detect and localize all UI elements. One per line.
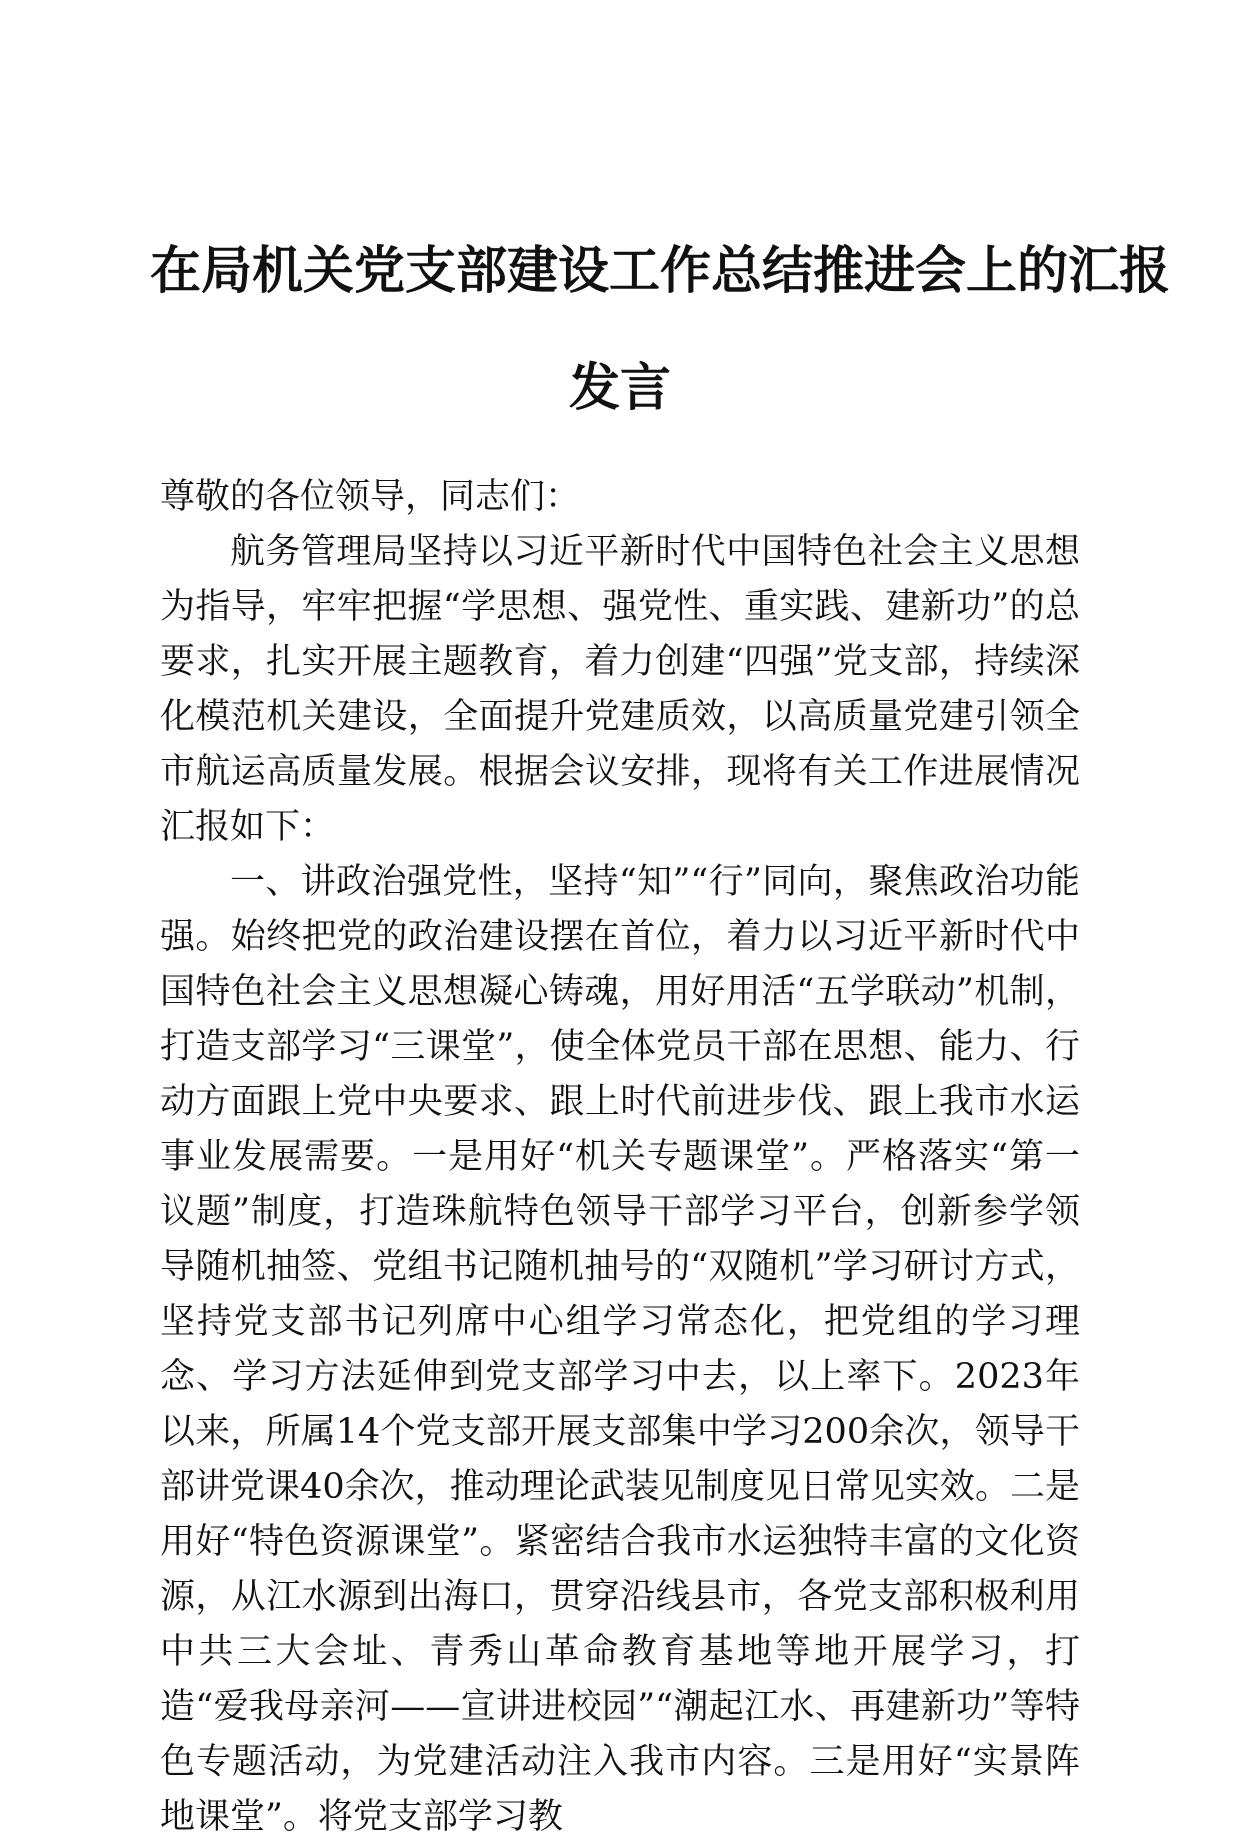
- document-title-line-1: 在局机关党支部建设工作总结推进会上的汇报: [150, 241, 1171, 301]
- body-paragraph-intro: 航务管理局坚持以习近平新时代中国特色社会主义思想为指导，牢牢把握“学思想、强党性、重实践、建新功”的总要求，扎实开展主题教育，着力创建“四强”党支部，持续深化模范机关建设，全面提升党建质效，以高质量党建引领全市航运高质量发展。根据会议安排，现将有关工作进展情况汇报如下：: [160, 532, 1080, 847]
- document-body: [160, 470, 1080, 1845]
- document-title-line-2: 发言: [568, 358, 671, 418]
- body-paragraph-section-1: 一、讲政治强党性，坚持“知”“行”同向，聚焦政治功能强。始终把党的政治建设摆在首位，着力以习近平新时代中国特色社会主义思想凝心铸魂，用好用活“五学联动”机制，打造支部学习“三课堂”，使全体党员干部在思想、能力、行动方面跟上党中央要求、跟上时代前进步伐、跟上我市水运事业发展需要。一是用好“机关专题课堂”。严格落实“第一议题”制度，打造珠航特色领导干部学习平台，创新参学领导随机抽签、党组书记随机抽号的“双随机”学习研讨方式，坚持党支部书记列席中心组学习常态化，把党组的学习理念、学习方法延伸到党支部学习中去，以上率下。2023年以来，所属14个党支部开展支部集中学习200余次，领导干部讲党课40余次，推动理论武装见制度见日常见实效。二是用好“特色资源课堂”。紧密结合我市水运独特丰富的文化资源，从江水源到出海口，贯穿沿线县市，各党支部积极利用中共三大会址、青秀山革命教育基地等地开展学习，打造“爱我母亲河——宣讲进校园”“潮起江水、再建新功”等特色专题活动，为党建活动注入我市内容。三是用好“实景阵地课堂”。将党支部学习教: [160, 862, 1080, 1837]
- greeting: 尊敬的各位领导，同志们：: [160, 477, 581, 517]
